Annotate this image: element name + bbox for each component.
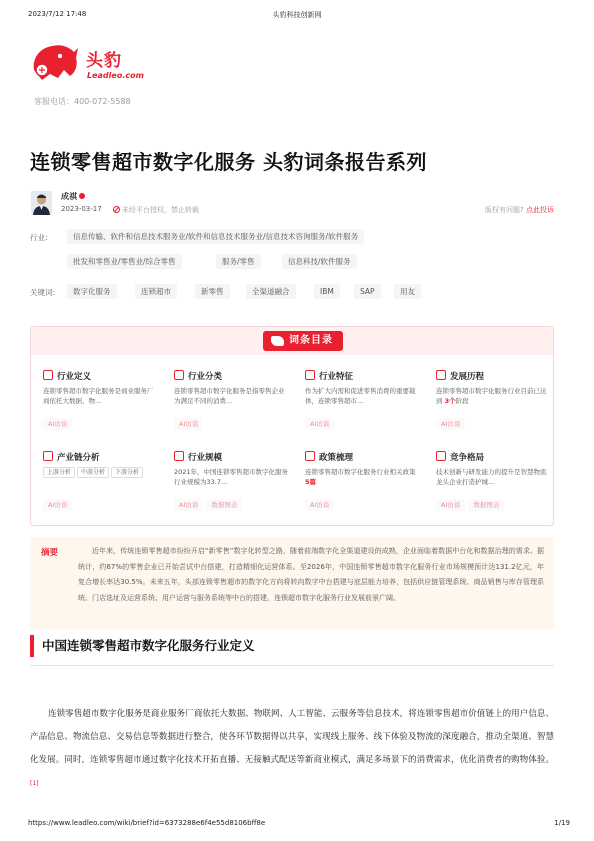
keyword-tag[interactable]: 数字化服务 (67, 284, 117, 299)
author-name[interactable] (61, 191, 85, 202)
chain-icon (43, 451, 53, 461)
leopard-mini-icon (271, 336, 284, 346)
definition-icon (43, 370, 53, 380)
toc-item-title (305, 370, 421, 382)
toc-item-features[interactable] (305, 370, 421, 428)
toc-item-title (305, 451, 421, 463)
toc-item-policy[interactable] (305, 451, 421, 509)
section-title: 中国连锁零售超市数字化服务行业定义 (30, 635, 554, 657)
section-divider (30, 665, 554, 666)
industry-tag[interactable]: 批发和零售业/零售业/综合零售 (67, 254, 182, 269)
leopard-logo-icon (30, 40, 80, 86)
features-icon (305, 370, 315, 380)
print-site-name: 头豹科技创新网 (272, 11, 322, 19)
print-footer (0, 819, 594, 831)
reference-link[interactable]: [1] (30, 780, 39, 787)
keyword-tag[interactable]: 用友 (394, 284, 421, 299)
avatar[interactable] (31, 191, 52, 215)
keyword-tag[interactable]: 全渠道融合 (246, 284, 296, 299)
toc-item-title (43, 370, 159, 382)
toc-item-desc-suffix: 阶段 (455, 397, 469, 405)
policy-icon (305, 451, 315, 461)
competition-icon (436, 451, 446, 461)
midstream-tab[interactable]: 中游分析 (77, 467, 109, 478)
stage-count: 3个 (444, 397, 456, 405)
post-date: 2023-03-17 (61, 205, 102, 213)
toc-item-title-text: 行业分类 (188, 372, 223, 382)
toc-item-desc: 技术创新与研发能力的提升是智慧物流龙头企业打造护城... (436, 468, 547, 486)
ai-interview-button[interactable]: AI访谈 (305, 418, 334, 430)
toc-item-title-text: 发展历程 (450, 372, 485, 382)
data-chart-button[interactable]: 数据图表 (206, 499, 242, 511)
toc-item-desc: 作为扩大内需和促进零售消费的重要载体，连锁零售超市... (305, 387, 416, 405)
copyright-notice (113, 205, 199, 215)
toc-item-chain[interactable] (43, 451, 159, 509)
ai-interview-button[interactable]: AI访谈 (43, 499, 72, 511)
toc-item-title (436, 370, 552, 382)
toc-badge (263, 331, 343, 351)
entry-toc (30, 326, 554, 526)
industry-tag[interactable]: 信息科技/软件服务 (282, 254, 357, 269)
print-datetime: 2023/7/12 17:48 (28, 10, 87, 18)
history-icon (436, 370, 446, 380)
toc-item-scale[interactable] (174, 451, 290, 509)
print-header (0, 10, 594, 22)
toc-item-desc-text: 连锁零售超市数字化服务行业目前已达到 (436, 387, 547, 405)
toc-item-title-text: 行业定义 (57, 372, 92, 382)
upstream-tab[interactable]: 上游分析 (43, 467, 75, 478)
verified-badge-icon (79, 193, 85, 199)
ai-interview-button[interactable]: AI访谈 (174, 499, 203, 511)
customer-service-phone: 客服电话：400-072-5588 (34, 97, 131, 106)
keyword-tag[interactable]: 连锁超市 (135, 284, 177, 299)
toc-item-desc: 连锁零售超市数字化服务是指零售企业为满足不同的消费... (174, 387, 285, 405)
ai-interview-button[interactable]: AI访谈 (305, 499, 334, 511)
page-title: 连锁零售超市数字化服务 头豹词条报告系列 (30, 150, 427, 174)
toc-item-desc: 2021年，中国连锁零售超市数字化服务行业规模为33.7... (174, 468, 289, 486)
abstract-box (30, 537, 554, 629)
section-body-text: 连锁零售超市数字化服务是商业服务厂商依托大数据、物联网、人工智能、云服务等信息技术，将连锁零售超市价值链上的用户信息、产品信息、物流信息、交易信息等数据进行整合，使各环节数据得以共享，实现线上服务、线下体验及物流的深度融合，推动全渠道、智慧化发展。同时，连锁零售超市通过数字化技术开拓直播、无接触式配送等新商业模式，满足多场景下的消费需求，优化消费者的购物体验。 (30, 709, 554, 765)
toc-item-competition[interactable] (436, 451, 552, 509)
toc-item-classification[interactable] (174, 370, 290, 428)
toc-item-title (174, 370, 290, 382)
abstract-label: 摘要 (41, 548, 59, 558)
ai-interview-button[interactable]: AI访谈 (174, 418, 203, 430)
industry-tags (30, 229, 554, 279)
toc-item-desc-text: 连锁零售超市数字化服务行业相关政策 (305, 468, 416, 476)
toc-item-title (436, 451, 552, 463)
toc-item-subtabs (43, 467, 159, 487)
toc-header (31, 327, 554, 355)
keyword-tag[interactable]: 新零售 (195, 284, 230, 299)
author-name-text: 成祺 (61, 192, 77, 201)
toc-item-history[interactable] (436, 370, 552, 428)
prohibited-icon (113, 206, 120, 213)
logo-domain-text: Leadleo.com (87, 71, 144, 80)
toc-badge-text: 词条目录 (289, 335, 333, 346)
keyword-tag[interactable]: IBM (314, 284, 340, 299)
keywords-label: 关键词: (30, 288, 56, 297)
leadleo-logo[interactable] (30, 40, 150, 92)
page-url: https://www.leadleo.com/wiki/brief?id=6373288e6f4e55d8106bff8e (28, 819, 266, 827)
toc-item-desc (436, 386, 552, 406)
ai-interview-button[interactable]: AI访谈 (436, 418, 465, 430)
data-chart-button[interactable]: 数据图表 (468, 499, 504, 511)
keyword-tag[interactable]: SAP (354, 284, 381, 299)
keyword-tags (30, 284, 554, 300)
scale-icon (174, 451, 184, 461)
industry-tag[interactable]: 服务/零售 (216, 254, 261, 269)
toc-item-title-text: 竞争格局 (450, 453, 485, 463)
toc-item-title (43, 451, 159, 463)
toc-item-definition[interactable] (43, 370, 159, 428)
copyright-text: 未经平台授权，禁止转载 (122, 206, 199, 214)
toc-item-title-text: 行业特征 (319, 372, 354, 382)
ai-interview-button[interactable]: AI访谈 (43, 418, 72, 430)
abstract-text: 近年来，传统连锁零售超市纷纷开启“新零售”数字化转型之路，随着前端数字化全渠道建设的成熟，企业面临着数据中台化和数据治理的需求。据统计，约67%的零售企业已开始尝试中台搭建，打造精细化运营体系。至2026年，中国连锁零售超市数字化服务行业市场规模预计达131.2亿元，年复合增长率达30.5%。未来五年，头部连锁零售超市的数字化方向将转向数字中台搭建与底层能力培养，包括供应链管理系统、商品销售与库存管理系统、门店选址及运营系统、用户运营与服务系统等中台的搭建，连锁超市数字化服务行业发展前景广阔。 (78, 547, 544, 602)
page-number: 1/19 (554, 819, 570, 827)
report-link[interactable]: 点此投诉 (526, 206, 554, 214)
classification-icon (174, 370, 184, 380)
toc-item-title (174, 451, 290, 463)
toc-item-desc: 连锁零售超市数字化服务是商业服务厂商依托大数据、物... (43, 387, 154, 405)
copyright-issue (485, 205, 554, 215)
toc-item-title-text: 产业链分析 (57, 453, 100, 463)
logo-brand-text: 头豹 (86, 51, 122, 71)
downstream-tab[interactable]: 下游分析 (111, 467, 143, 478)
policy-count: 5篇 (305, 478, 317, 486)
ai-interview-button[interactable]: AI访谈 (436, 499, 465, 511)
industry-label: 行业: (30, 233, 48, 242)
toc-item-title-text: 行业规模 (188, 453, 223, 463)
toc-item-title-text: 政策梳理 (319, 453, 354, 463)
toc-item-desc (305, 467, 421, 487)
copyright-issue-text: 版权有问题? (485, 206, 524, 214)
industry-tag[interactable]: 信息传输、软件和信息技术服务业/软件和信息技术服务业/信息技术咨询服务/软件服务 (67, 229, 364, 244)
author-avatar-icon (31, 191, 52, 215)
section-body (30, 703, 554, 799)
